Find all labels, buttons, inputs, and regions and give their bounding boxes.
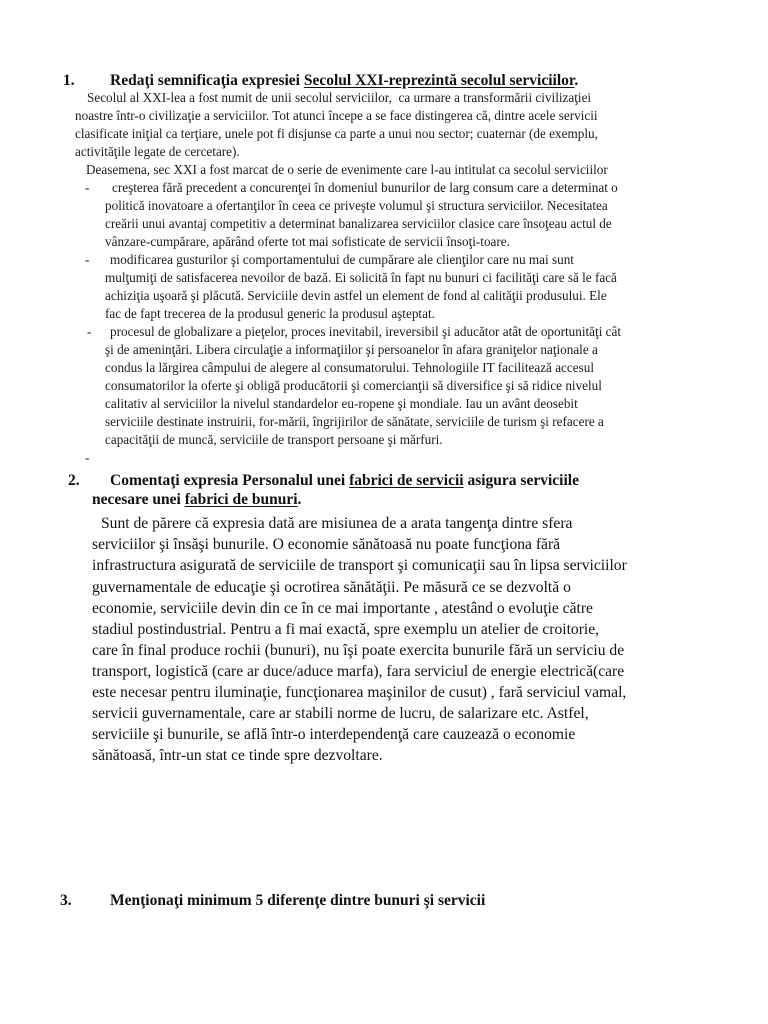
heading-suffix: . (574, 72, 579, 89)
paragraph-line: activităţile legate de cercetare). (75, 144, 240, 159)
bullet-line: politică inovatoare a ofertanţilor în ceea ce priveşte volumul şi structura serviciilor. Necesitatea (105, 198, 608, 213)
paragraph-line: noastre într-o civilizaţie a serviciilor. Tot atunci începe a se face distingerea că, dintre acele servicii (75, 108, 598, 123)
paragraph-line: guvernamentale de educaţie şi ocrotirea sănătăţii. Pe măsură ce se dezvoltă o (92, 579, 571, 596)
bullet-line: creşterea fără precedent a concurenţei în domeniul bunurilor de larg consum care a determinat o (112, 180, 618, 195)
paragraph-line: serviciile şi bunurile, se află într-o interdependenţă care cauzează o economie (92, 726, 576, 743)
heading-underlined-phrase: fabrici de servicii (349, 472, 464, 489)
bullet-line: consumatorilor la oferte şi obligă producătorii şi comercianţii să diversifice şi să ridice nivelul (105, 378, 602, 393)
paragraph-line: care în final produce rochii (bunuri), nu îşi poate exercita bunurile fără un serviciu de (92, 642, 625, 659)
bullet-line: achiziţia uşoară şi plăcută. Serviciile devin astfel un element de fond al calităţii produsului. Ele (105, 288, 607, 303)
paragraph-line: stadiul postindustrial. Pentru a fi mai exactă, spre exemplu un atelier de croitorie, (92, 621, 600, 638)
bullet-marker: - (85, 450, 90, 465)
heading-underlined-phrase: fabrici de bunuri (184, 491, 298, 508)
section-3-heading: Menţionaţi minimum 5 diferenţe dintre bunuri şi servicii (110, 892, 486, 909)
bullet-marker: - (85, 252, 90, 267)
lead-line: Deasemena, sec XXI a fost marcat de o serie de evenimente care l-au intitulat ca secolul serviciilor (86, 162, 608, 177)
section-3-number: 3. (60, 892, 72, 909)
heading-prefix: necesare unei (92, 491, 185, 508)
paragraph-line: transport, logistică (care ar duce/aduce marfa), fara serviciul de energie electrică(care (92, 663, 625, 680)
section-2-heading-line (92, 490, 301, 510)
paragraph-line: este necesar pentru iluminaţie, funcţionarea maşinilor de cusut) , fară serviciul vamal, (92, 684, 627, 701)
bullet-line: calitativ al serviciilor la nivelul standardelor eu-ropene şi mondiale. Iau un avânt deosebit (105, 396, 578, 411)
bullet-line: creării unui avantaj competitiv a determinat banalizarea serviciilor clasice care însoţeau actul de (105, 216, 612, 231)
section-1-number: 1. (63, 72, 75, 89)
section-1-heading (110, 71, 578, 91)
paragraph-line: economie, serviciile devin din ce în ce mai importante , atestând o evoluţie către (92, 600, 593, 617)
bullet-line: serviciile destinate instruirii, for-mării, îngrijirilor de sănătate, serviciile de turism şi refacere a (105, 414, 604, 429)
heading-suffix: asigura serviciile (463, 472, 579, 489)
bullet-line: şi de ameninţări. Libera circulaţie a informaţiilor şi persoanelor în afara graniţelor naţionale a (105, 342, 598, 357)
bullet-line: vânzare-cumpărare, apărând oferte tot mai sofisticate de servicii însoţi-toare. (105, 234, 510, 249)
paragraph-line: serviciilor şi însăşi bunurile. O economie sănătoasă nu poate funcţiona fără (92, 536, 561, 553)
bullet-marker: - (85, 180, 90, 195)
bullet-line: modificarea gusturilor şi comportamentului de cumpărare ale clienţilor care nu mai sunt (110, 252, 574, 267)
heading-suffix: . (297, 491, 302, 508)
section-2-number: 2. (68, 472, 80, 489)
bullet-line: condus la lărgirea câmpului de alegere al consumatorului. Tehnologiile IT facilitează accesul (105, 360, 595, 375)
heading-prefix: Comentaţi expresia Personalul unei (110, 472, 350, 489)
paragraph-line: clasificate iniţial ca terţiare, unele pot fi disjunse ca parte a unui nou sector; cuaternar (de exemplu, (75, 126, 598, 141)
paragraph-line: infrastructura asigurată de serviciile de transport şi comunicaţii sau în lipsa serviciilor (92, 557, 627, 574)
heading-underlined-phrase: Secolul XXI-reprezintă secolul serviciilor (303, 72, 575, 89)
heading-prefix: Redaţi semnificaţia expresiei (110, 72, 304, 89)
paragraph-line: servicii guvernamentale, care ar stabili norme de lucru, de salarizare etc. Astfel, (92, 705, 589, 722)
paragraph-line: sănătoasă, într-un stat ce tinde spre dezvoltare. (92, 747, 383, 764)
bullet-line: capacităţii de muncă, serviciile de transport persoane şi mărfuri. (105, 432, 443, 447)
paragraph-line: Secolul al XXI-lea a fost numit de unii secolul serviciilor, ca urmare a transformării civilizaţiei (87, 90, 592, 105)
bullet-line: fac de fapt trecerea de la produsul generic la produsul aşteptat. (105, 306, 435, 321)
section-2-heading-line (110, 471, 579, 491)
paragraph-line: Sunt de părere că expresia dată are misiunea de a arata tangenţa dintre sfera (101, 515, 573, 532)
bullet-line: mulţumiţi de satisfacerea nevoilor de bază. Ei solicită în fapt nu bunuri ci facilităţi care să le facă (105, 270, 617, 285)
bullet-line: procesul de globalizare a pieţelor, proces inevitabil, ireversibil şi aducător atât de oportunităţi cât (110, 324, 622, 339)
bullet-marker: - (87, 324, 92, 339)
